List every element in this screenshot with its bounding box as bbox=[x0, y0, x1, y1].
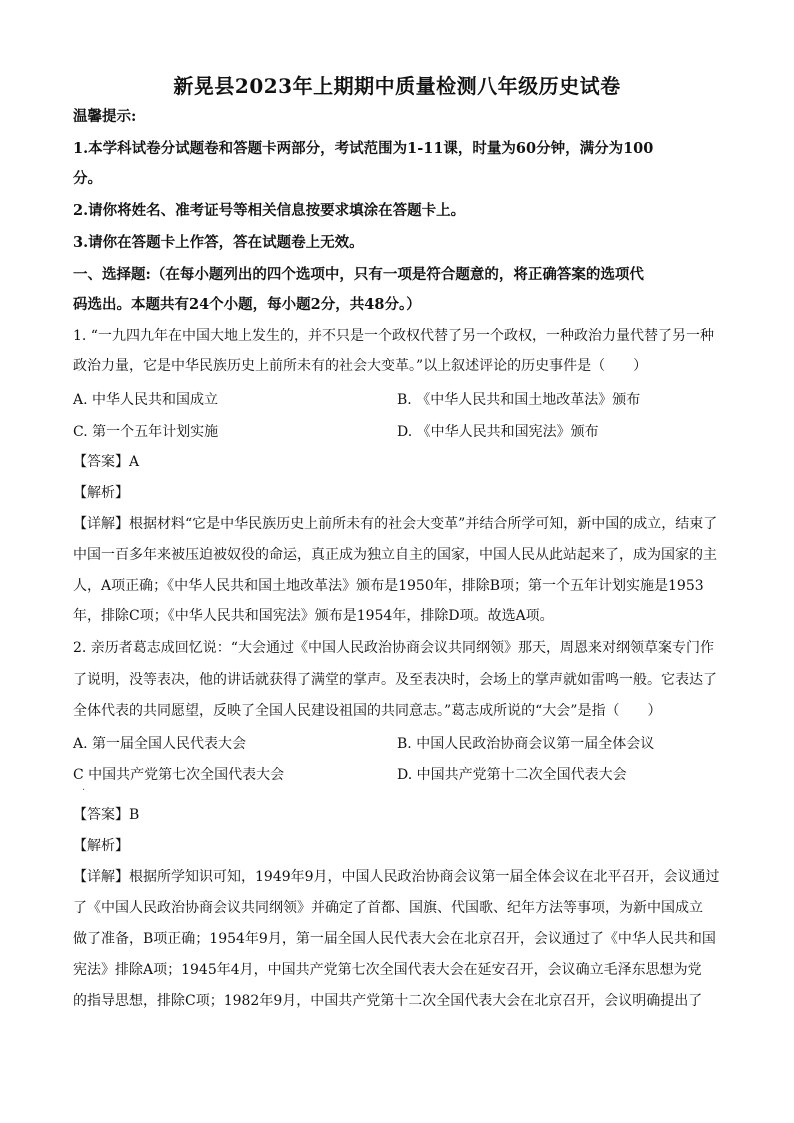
q2-detail: 宪法》排除A项；1945年4月，中国共产党第七次全国代表大会在延安召开，会议确立毛泽东思想为党 bbox=[73, 962, 702, 978]
tip-line: 3.请你在答题卡上作答，答在试题卷上无效。 bbox=[73, 234, 364, 251]
q2-detail: 的指导思想，排除C项；1982年9月，中国共产党第十二次全国代表大会在北京召开，会议明确提出了 bbox=[73, 993, 703, 1009]
q1-answer: 【答案】A bbox=[73, 454, 140, 470]
question-1-stem: 1. “一九四九年在中国大地上发生的，并不只是一个政权代替了另一个政权，一种政治力量代替了另一种 bbox=[73, 328, 714, 344]
section-heading: 一、选择题:（在每小题列出的四个选项中，只有一项是符合题意的，将正确答案的选项代 bbox=[73, 266, 644, 283]
question-2-stem: 全体代表的共同愿望，反映了全国人民建设祖国的共同意志。”葛志成所说的“大会”是指（ ） bbox=[73, 703, 662, 719]
q1-option-c: C. 第一个五年计划实施 bbox=[73, 424, 219, 440]
tips-heading: 温馨提示: bbox=[73, 108, 137, 125]
question-2-stem: 了说明，没等表决，他的讲话就获得了满堂的掌声。及至表决时，会场上的掌声就如雷鸣一般。它表达了 bbox=[73, 672, 717, 688]
q2-option-d: D. 中国共产党第十二次全国代表大会 bbox=[397, 767, 627, 783]
q2-detail: 【详解】根据所学知识可知，1949年9月，中国人民政治协商会议第一届全体会议在北平召开，会议通过 bbox=[73, 869, 720, 885]
q2-option-b: B. 中国人民政治协商会议第一届全体会议 bbox=[397, 736, 655, 752]
q1-option-b: B. 《中华人民共和国土地改革法》颁布 bbox=[397, 392, 641, 408]
q1-detail: 【详解】根据材料“它是中华民族历史上前所未有的社会大变革”并结合所学可知，新中国的成立，结束了 bbox=[73, 516, 718, 532]
tip-line: 1.本学科试卷分试题卷和答题卡两部分，考试范围为1-11课，时量为60分钟，满分为100 bbox=[73, 140, 654, 157]
q2-analysis-label: 【解析】 bbox=[73, 838, 129, 854]
q2-detail: 了《中国人民政治协商会议共同纲领》并确定了首都、国旗、代国歌、纪年方法等事项，为新中国成立 bbox=[73, 900, 703, 916]
q1-detail: 年，排除C项；《中华人民共和国宪法》颁布是1954年，排除D项。故选A项。 bbox=[73, 608, 554, 624]
q1-detail: 中国一百多年来被压迫被奴役的命运，真正成为独立自主的国家，中国人民从此站起来了，成为国家的主 bbox=[73, 547, 717, 563]
question-2-stem: 2. 亲历者葛志成回忆说：“大会通过《中国人民政治协商会议共同纲领》那天，周恩来对纲领草案专门作 bbox=[73, 640, 714, 656]
tip-line: 2.请你将姓名、准考证号等相关信息按要求填涂在答题卡上。 bbox=[73, 202, 466, 219]
q2-answer: 【答案】B bbox=[73, 807, 140, 823]
tip-line: 分。 bbox=[73, 170, 102, 187]
q2-option-c: C 中国共产党第七次全国代表大会 bbox=[73, 767, 285, 783]
page-title: 新晃县2023年上期期中质量检测八年级历史试卷 bbox=[173, 74, 621, 98]
section-heading: 码选出。本题共有24个小题，每小题2分，共48分。） bbox=[73, 296, 421, 313]
q1-option-a: A. 中华人民共和国成立 bbox=[73, 392, 219, 408]
stray-dot: · bbox=[82, 785, 86, 796]
q1-option-d: D. 《中华人民共和国宪法》颁布 bbox=[397, 424, 599, 440]
q2-detail: 做了准备，B项正确；1954年9月，第一届全国人民代表大会在北京召开，会议通过了《中华人民共和国 bbox=[73, 931, 716, 947]
q1-detail: 人，A项正确；《中华人民共和国土地改革法》颁布是1950年，排除B项；第一个五年计划实施是1953 bbox=[73, 578, 704, 594]
question-1-stem: 政治力量，它是中华民族历史上前所未有的社会大变革。”以上叙述评论的历史事件是（ ） bbox=[73, 358, 648, 374]
q2-option-a: A. 第一届全国人民代表大会 bbox=[73, 736, 247, 752]
q1-analysis-label: 【解析】 bbox=[73, 485, 129, 501]
